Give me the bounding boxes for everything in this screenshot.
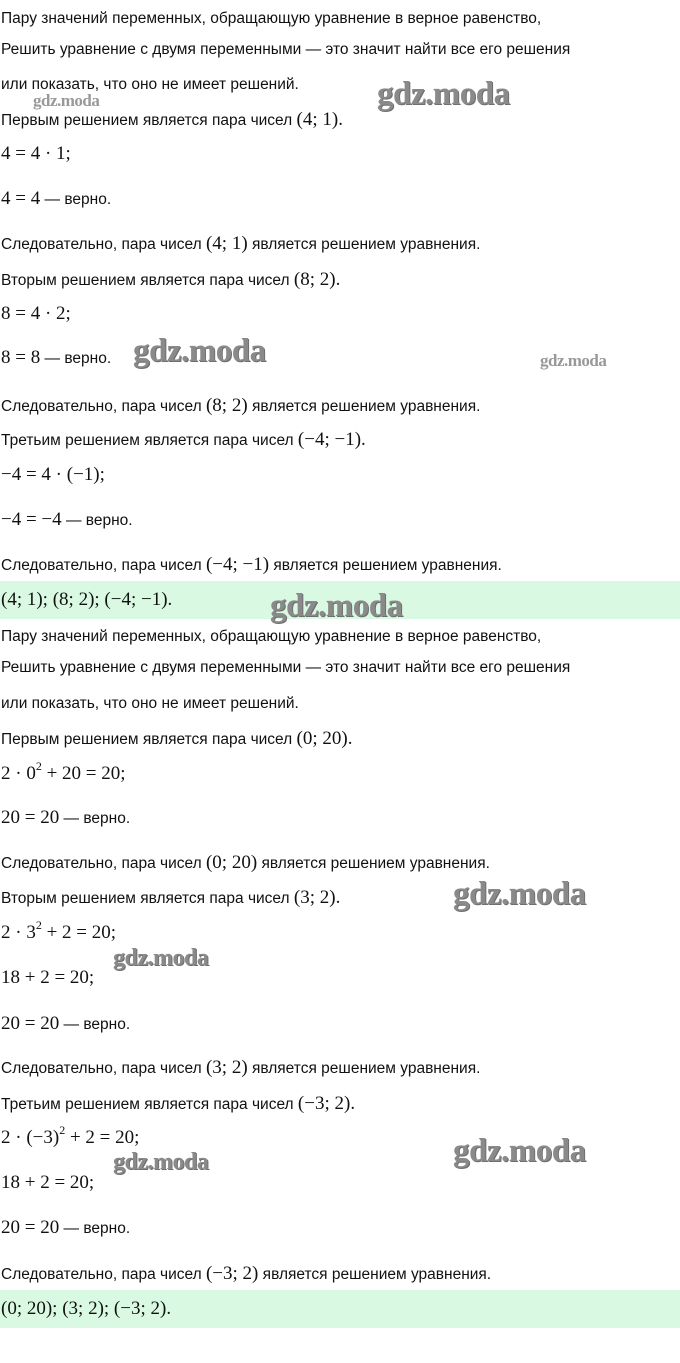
check-line: [0, 1012, 680, 1037]
verdict-text: — верно.: [59, 810, 131, 827]
calc-exponent: 2: [35, 759, 42, 773]
calculation-line: 18 + 2 = 20;: [1, 967, 95, 988]
calc-exponent: 2: [35, 918, 42, 932]
conclusion-line: [0, 1056, 680, 1081]
watermark: gdz.moda: [540, 351, 607, 370]
intro-line-2: Решить уравнение с двумя переменными — это значит найти все его решения: [1, 659, 571, 676]
conclusion-suffix: является решением уравнения.: [257, 855, 490, 872]
intro-line-2: Решить уравнение с двумя переменными — это значит найти все его решения: [1, 41, 571, 58]
solution-pair: (0; 20).: [296, 728, 353, 749]
solution-pair: (−3; 2).: [297, 1093, 356, 1114]
conclusion-line: [0, 553, 680, 578]
conclusion-prefix: Следовательно, пара чисел: [1, 1266, 206, 1283]
answer-banner: [0, 1290, 680, 1328]
calculation-line: 18 + 2 = 20;: [1, 1172, 95, 1193]
solution-pair: (−4; −1).: [297, 429, 366, 450]
verdict-text: — верно.: [59, 1220, 131, 1237]
calc-rest: + 2 = 20;: [41, 922, 117, 943]
conclusion-line: [0, 394, 680, 419]
conclusion-pair: (8; 2): [205, 395, 248, 416]
check-equation: 20 = 20: [1, 1013, 60, 1034]
conclusion-prefix: Следовательно, пара чисел: [1, 1060, 206, 1077]
third-solution-line: [0, 428, 680, 453]
check-line: [0, 806, 680, 831]
calc-rest: + 2 = 20;: [65, 1127, 140, 1148]
calculation-line: [0, 918, 680, 945]
answer-text: (0; 20); (3; 2); (−3; 2).: [1, 1298, 172, 1319]
watermark: gdz.moda: [270, 588, 403, 624]
calculation-line: [0, 759, 680, 786]
intro-line-3: или показать, что оно не имеет решений.: [1, 695, 299, 712]
intro-line-3: или показать, что оно не имеет решений.: [1, 76, 299, 93]
conclusion-pair: (−3; 2): [205, 1263, 259, 1284]
solution-label: Вторым решением является пара чисел: [1, 890, 294, 907]
conclusion-pair: (3; 2): [205, 1057, 248, 1078]
calculation-line: −4 = 4 · (−1);: [1, 464, 105, 485]
conclusion-suffix: является решением уравнения.: [258, 1266, 492, 1283]
solution-pair: (8; 2).: [293, 269, 341, 290]
calculation-line: 8 = 4 · 2;: [1, 303, 71, 324]
watermark: gdz.moda: [377, 76, 510, 112]
conclusion-suffix: является решением уравнения.: [269, 557, 502, 574]
conclusion-prefix: Следовательно, пара чисел: [1, 398, 206, 415]
conclusion-suffix: является решением уравнения.: [247, 236, 481, 253]
solution-label: Первым решением является пара чисел: [1, 731, 297, 748]
calc-exponent: 2: [59, 1123, 66, 1137]
verdict-text: — верно.: [61, 512, 133, 529]
watermark: gdz.moda: [453, 876, 586, 912]
check-equation: 20 = 20: [1, 807, 60, 828]
conclusion-line: [0, 232, 680, 257]
conclusion-prefix: Следовательно, пара чисел: [1, 855, 206, 872]
calc-base: 2 · 0: [1, 763, 36, 784]
watermark: gdz.moda: [113, 945, 209, 971]
calc-rest: + 20 = 20;: [41, 763, 126, 784]
watermark: gdz.moda: [33, 91, 100, 110]
solution-label: Первым решением является пара чисел: [1, 112, 297, 129]
solution-pair: (3; 2).: [293, 887, 341, 908]
watermark: gdz.moda: [113, 1149, 209, 1175]
check-line: [0, 187, 680, 212]
conclusion-pair: (4; 1): [205, 233, 248, 254]
check-equation: −4 = −4: [1, 509, 62, 530]
solution-label: Третьим решением является пара чисел: [1, 432, 298, 449]
verdict-text: — верно.: [40, 350, 112, 367]
verdict-text: — верно.: [59, 1016, 131, 1033]
conclusion-pair: (−4; −1): [205, 554, 270, 575]
check-equation: 4 = 4: [1, 188, 41, 209]
third-solution-line: [0, 1092, 680, 1117]
second-solution-line: [0, 268, 680, 293]
intro-line-1: Пару значений переменных, обращающую уравнение в верное равенство,: [1, 10, 542, 27]
conclusion-line: [0, 851, 680, 876]
intro-line-1: Пару значений переменных, обращающую уравнение в верное равенство,: [1, 628, 542, 645]
answer-text: (4; 1); (8; 2); (−4; −1).: [1, 589, 173, 610]
conclusion-suffix: является решением уравнения.: [247, 1060, 481, 1077]
calc-base: 2 · 3: [1, 922, 36, 943]
first-solution-line: [0, 108, 680, 133]
solution-label: Третьим решением является пара чисел: [1, 1096, 298, 1113]
solution-pair: (4; 1).: [296, 109, 343, 130]
calculation-line: 4 = 4 · 1;: [1, 143, 71, 164]
conclusion-prefix: Следовательно, пара чисел: [1, 236, 206, 253]
calc-base: 2 · (−3): [1, 1127, 60, 1148]
conclusion-pair: (0; 20): [205, 852, 258, 873]
conclusion-line: [0, 1262, 680, 1287]
first-solution-line: [0, 727, 680, 752]
verdict-text: — верно.: [40, 191, 112, 208]
solution-label: Вторым решением является пара чисел: [1, 272, 294, 289]
watermark: gdz.moda: [133, 333, 266, 369]
conclusion-suffix: является решением уравнения.: [247, 398, 481, 415]
check-line: [0, 508, 680, 533]
watermark: gdz.moda: [453, 1133, 586, 1169]
check-equation: 20 = 20: [1, 1217, 60, 1238]
conclusion-prefix: Следовательно, пара чисел: [1, 557, 206, 574]
check-line: [0, 1216, 680, 1241]
check-equation: 8 = 8: [1, 347, 41, 368]
